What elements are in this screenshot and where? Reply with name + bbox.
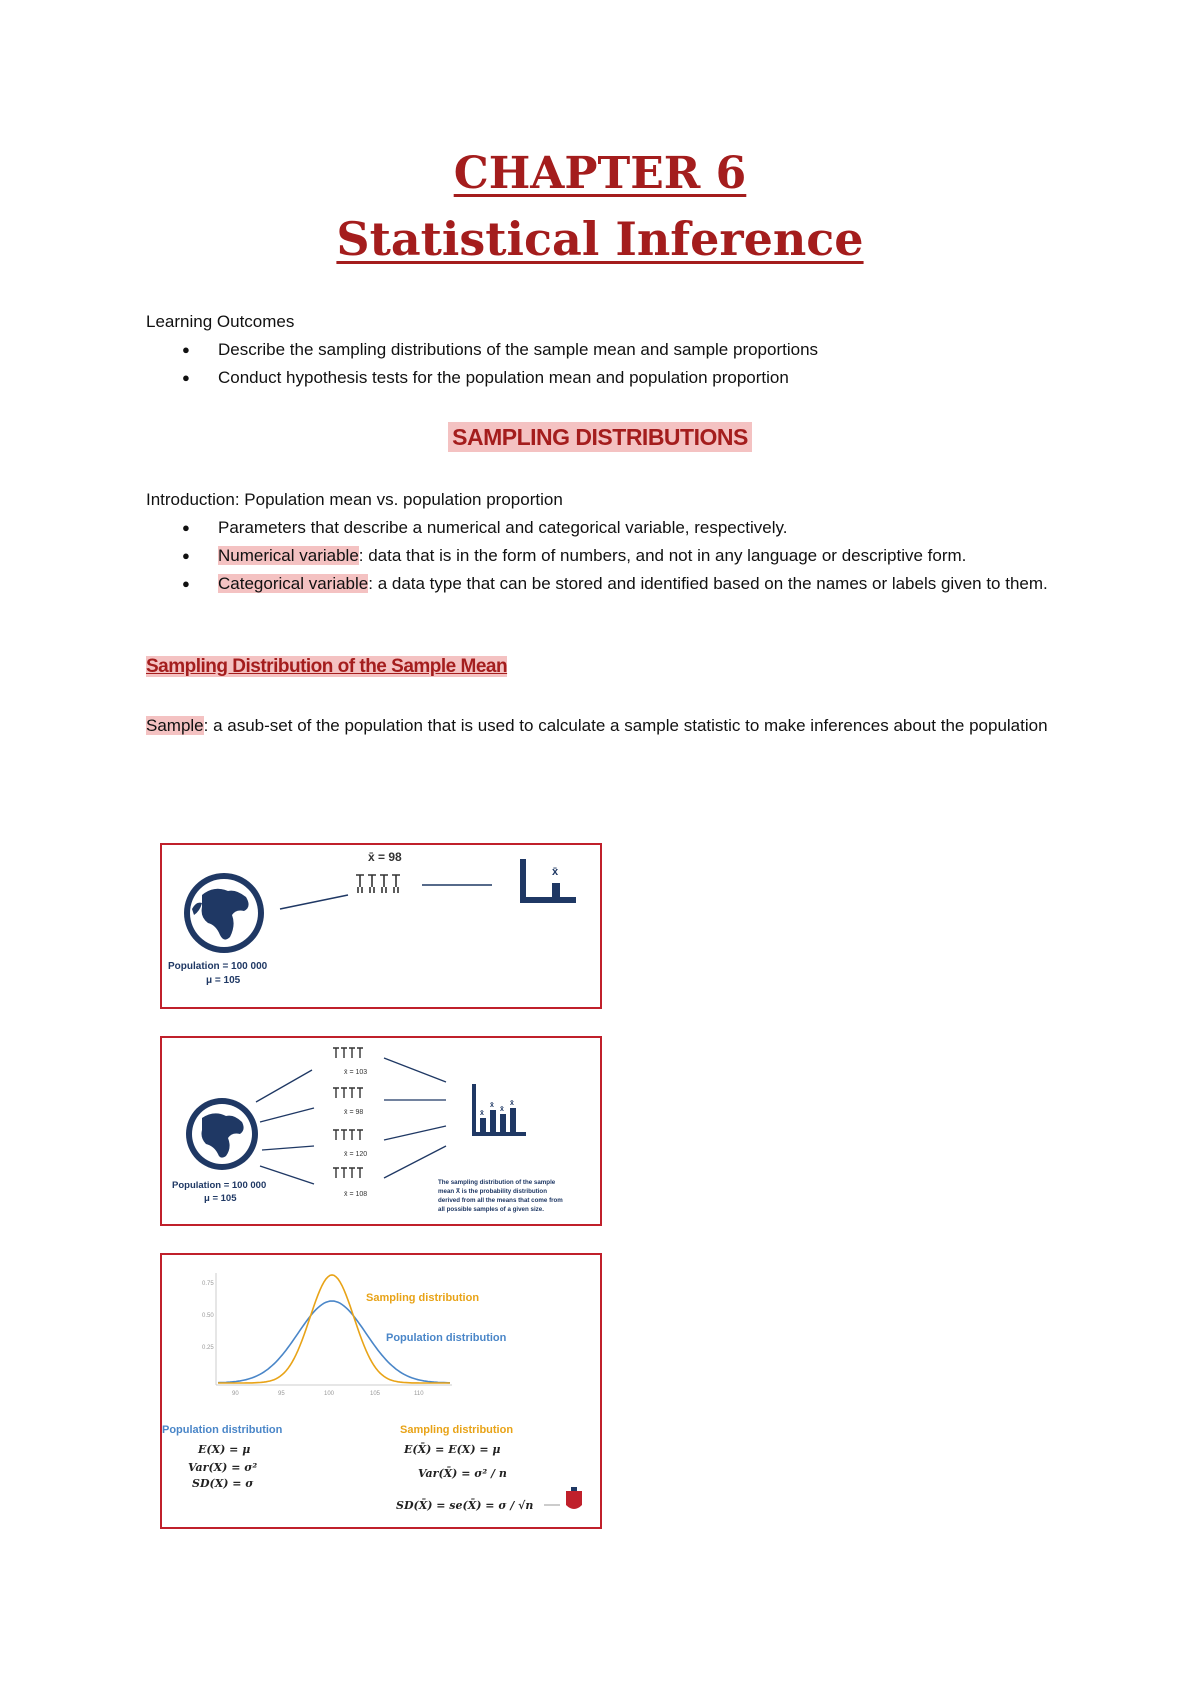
list-item: ● Conduct hypothesis tests for the population mean and population proportion	[146, 364, 1066, 392]
formula: SD(X) = σ	[192, 1477, 254, 1490]
crest-icon	[566, 1487, 582, 1509]
list-item: ● Numerical variable: data that is in the form of numbers, and not in any language or descriptive form.	[146, 542, 1076, 570]
sample-mean-label: x̄ = 98	[344, 1109, 364, 1116]
globe-icon	[186, 1098, 258, 1170]
population-label: Population = 100 000	[172, 1180, 267, 1191]
list-item: ● Describe the sampling distributions of the sample mean and sample proportions	[146, 336, 1066, 364]
figure-sampling-distribution	[160, 1036, 602, 1226]
svg-text:derived from all the means tha: derived from all the means that come from	[438, 1197, 563, 1204]
list-item: ● Parameters that describe a numerical and categorical variable, respectively.	[146, 514, 1076, 542]
numerical-variable-term: Numerical variable	[218, 546, 359, 565]
mu-label: μ = 105	[206, 975, 241, 986]
arrows-to-samples	[256, 1070, 314, 1184]
bar-label: x̄	[510, 1100, 514, 1107]
chapter-title: CHAPTER 6	[453, 148, 747, 199]
x-tick: 105	[370, 1391, 381, 1397]
formula: Var(X̄) = σ² / n	[418, 1467, 507, 1480]
sample-mean-label: x̄ = 103	[344, 1069, 368, 1076]
arrows-to-chart	[384, 1058, 446, 1178]
sample-definition: Sample: a asub-set of the population that is used to calculate a sample statistic to make inferences about the population	[146, 716, 1048, 735]
list-item: ● Categorical variable: a data type that can be stored and identified based on the names or labels given to them.	[146, 570, 1076, 598]
population-distribution-label: Population distribution	[386, 1332, 507, 1344]
svg-text:mean X̄ is the probability dis: mean X̄ is the probability distribution	[438, 1188, 547, 1195]
formula: SD(X̄) = se(X̄) = σ / √n	[396, 1499, 534, 1512]
bar-label: x̄	[490, 1102, 494, 1109]
sample-term: Sample	[146, 716, 204, 735]
formula: Var(X) = σ²	[188, 1461, 258, 1474]
sample-mean-label: x̄ = 120	[344, 1151, 368, 1158]
axis-label: x̄	[552, 866, 559, 878]
figure-distribution-comparison	[160, 1253, 602, 1529]
axis-icon	[520, 859, 576, 903]
figure-population-sample	[160, 843, 602, 1009]
globe-icon	[184, 873, 264, 953]
sampling-distribution-label: Sampling distribution	[366, 1292, 480, 1304]
subsection-heading: Sampling Distribution of the Sample Mean	[146, 656, 508, 677]
intro-list	[146, 514, 1076, 598]
categorical-variable-term: Categorical variable	[218, 574, 369, 593]
svg-text:all possible samples of a give: all possible samples of a given size.	[438, 1206, 544, 1213]
sampling-column-title: Sampling distribution	[400, 1424, 514, 1436]
intro-heading: Introduction: Population mean vs. population proportion	[146, 490, 563, 509]
population-label: Population = 100 000	[168, 961, 268, 972]
bar-label: x̄	[500, 1106, 504, 1113]
people-icon	[356, 875, 400, 893]
bar-label: x̄	[480, 1110, 484, 1117]
caption	[438, 1179, 563, 1213]
population-column-title: Population distribution	[162, 1424, 283, 1436]
y-tick: 0.75	[202, 1281, 214, 1287]
learning-outcomes-heading: Learning Outcomes	[146, 312, 295, 331]
y-tick: 0.50	[202, 1313, 214, 1319]
mu-label: μ = 105	[204, 1193, 237, 1204]
svg-text:The sampling distribution of t: The sampling distribution of the sample	[438, 1179, 556, 1186]
arrow	[280, 895, 348, 909]
section-heading: SAMPLING DISTRIBUTIONS	[0, 424, 1200, 451]
sample-mean-label: x̄ = 108	[344, 1191, 368, 1198]
y-tick: 0.25	[202, 1345, 214, 1351]
x-tick: 90	[232, 1391, 239, 1397]
x-tick: 95	[278, 1391, 285, 1397]
formula: E(X) = μ	[198, 1443, 251, 1456]
x-tick: 100	[324, 1391, 335, 1397]
learning-outcomes-list	[146, 336, 1066, 392]
x-tick: 110	[414, 1391, 424, 1397]
formula: E(X̄) = E(X) = μ	[404, 1443, 501, 1456]
sample-mean-label: x̄ = 98	[368, 850, 402, 864]
chapter-subtitle: Statistical Inference	[336, 212, 864, 266]
